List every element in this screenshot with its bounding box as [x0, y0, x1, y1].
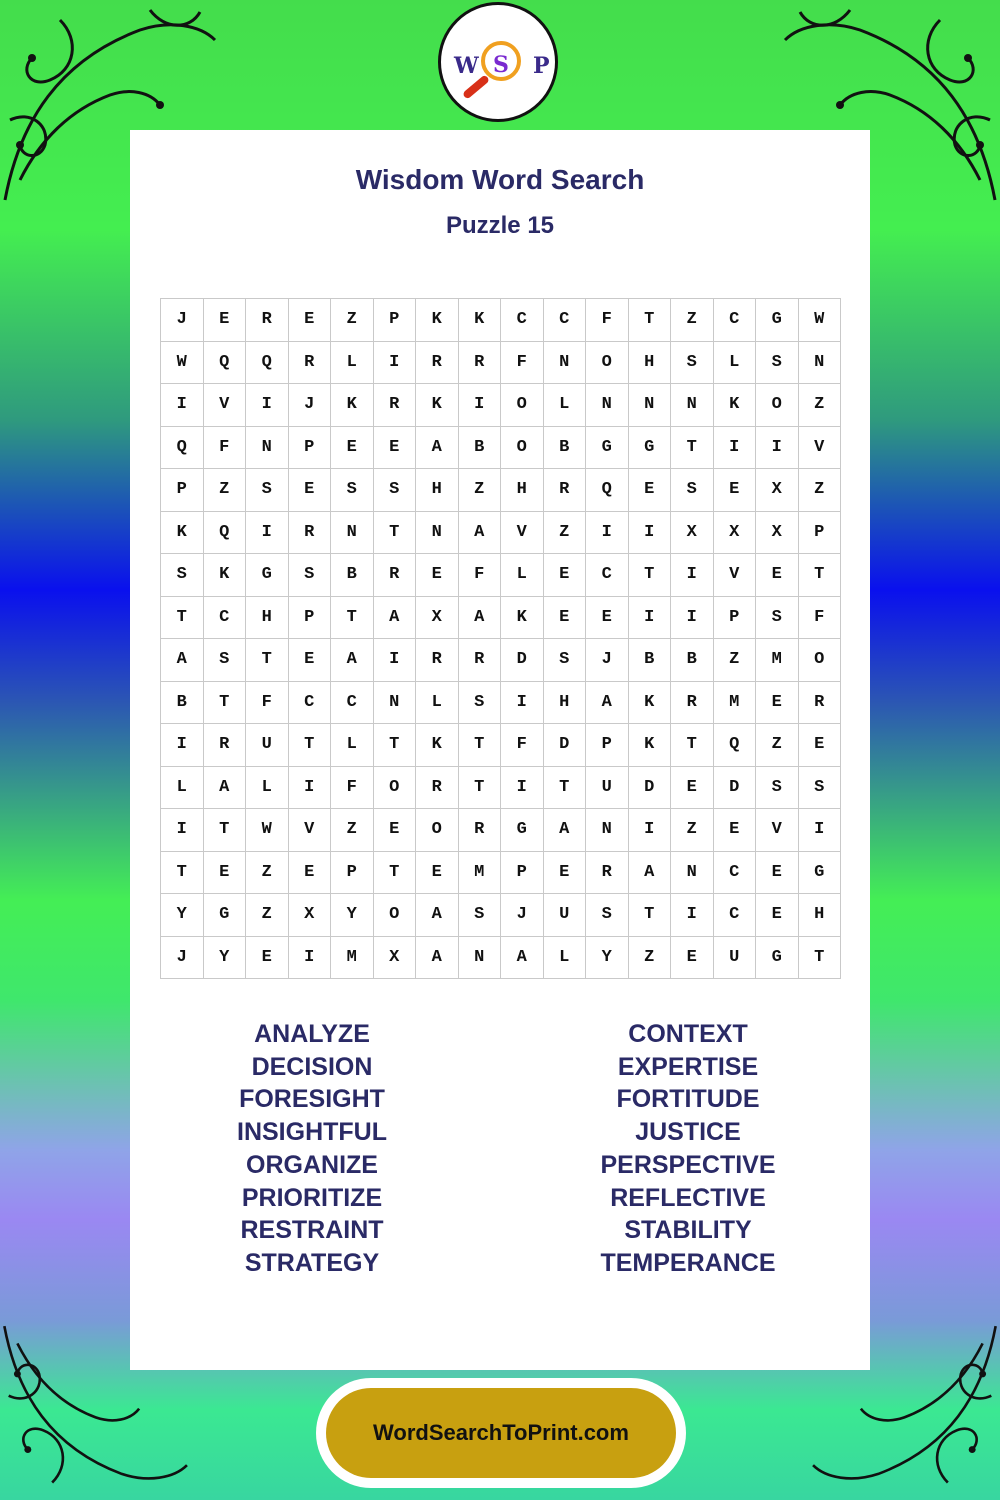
- logo-letter-s: S: [493, 52, 509, 78]
- grid-cell[interactable]: Z: [756, 724, 799, 767]
- grid-cell[interactable]: I: [586, 512, 629, 555]
- word-item: STABILITY: [624, 1216, 752, 1245]
- grid-cell[interactable]: P: [289, 427, 332, 470]
- grid-cell[interactable]: N: [544, 342, 587, 385]
- grid-cell[interactable]: N: [459, 937, 502, 980]
- grid-cell[interactable]: D: [629, 767, 672, 810]
- word-item: PERSPECTIVE: [600, 1150, 776, 1179]
- grid-cell[interactable]: G: [756, 937, 799, 980]
- grid-cell[interactable]: H: [544, 682, 587, 725]
- grid-cell[interactable]: Y: [331, 894, 374, 937]
- word-item: CONTEXT: [628, 1020, 748, 1048]
- grid-cell[interactable]: R: [416, 639, 459, 682]
- grid-cell[interactable]: N: [416, 512, 459, 555]
- grid-cell[interactable]: I: [374, 639, 417, 682]
- grid-cell[interactable]: F: [799, 597, 842, 640]
- grid-cell[interactable]: F: [246, 682, 289, 725]
- grid-cell[interactable]: T: [671, 724, 714, 767]
- grid-cell[interactable]: R: [671, 682, 714, 725]
- grid-cell[interactable]: H: [246, 597, 289, 640]
- word-item: ORGANIZE: [246, 1150, 378, 1179]
- grid-cell[interactable]: D: [544, 724, 587, 767]
- grid-cell[interactable]: C: [586, 554, 629, 597]
- grid-cell[interactable]: W: [161, 342, 204, 385]
- grid-cell[interactable]: B: [544, 427, 587, 470]
- grid-cell[interactable]: L: [161, 767, 204, 810]
- grid-cell[interactable]: G: [586, 427, 629, 470]
- grid-cell[interactable]: A: [501, 937, 544, 980]
- grid-cell[interactable]: F: [586, 299, 629, 342]
- grid-cell[interactable]: Y: [161, 894, 204, 937]
- grid-cell[interactable]: X: [671, 512, 714, 555]
- grid-cell[interactable]: A: [416, 427, 459, 470]
- grid-cell[interactable]: E: [756, 554, 799, 597]
- grid-cell[interactable]: E: [756, 894, 799, 937]
- grid-cell[interactable]: W: [246, 809, 289, 852]
- word-item: INSIGHTFUL: [237, 1118, 387, 1147]
- grid-cell[interactable]: P: [501, 852, 544, 895]
- grid-cell[interactable]: K: [629, 682, 672, 725]
- letter-grid: [160, 298, 841, 979]
- grid-cell[interactable]: H: [416, 469, 459, 512]
- grid-cell[interactable]: G: [756, 299, 799, 342]
- grid-cell[interactable]: I: [246, 512, 289, 555]
- grid-cell[interactable]: U: [246, 724, 289, 767]
- grid-cell[interactable]: O: [586, 342, 629, 385]
- grid-cell[interactable]: O: [416, 809, 459, 852]
- grid-cell[interactable]: V: [799, 427, 842, 470]
- grid-cell[interactable]: S: [756, 597, 799, 640]
- grid-cell[interactable]: R: [246, 299, 289, 342]
- grid-cell[interactable]: E: [331, 427, 374, 470]
- grid-cell[interactable]: A: [204, 767, 247, 810]
- grid-cell[interactable]: X: [289, 894, 332, 937]
- grid-cell[interactable]: K: [416, 384, 459, 427]
- grid-cell[interactable]: P: [714, 597, 757, 640]
- grid-cell[interactable]: E: [544, 554, 587, 597]
- grid-cell[interactable]: S: [374, 469, 417, 512]
- grid-cell[interactable]: J: [586, 639, 629, 682]
- grid-cell[interactable]: L: [331, 724, 374, 767]
- grid-cell[interactable]: J: [161, 937, 204, 980]
- grid-cell[interactable]: L: [714, 342, 757, 385]
- site-link-label: WordSearchToPrint.com: [373, 1420, 629, 1445]
- grid-cell[interactable]: I: [629, 512, 672, 555]
- grid-cell[interactable]: Z: [799, 469, 842, 512]
- word-item: JUSTICE: [635, 1118, 741, 1147]
- grid-cell[interactable]: K: [204, 554, 247, 597]
- grid-cell[interactable]: N: [671, 852, 714, 895]
- grid-cell[interactable]: G: [204, 894, 247, 937]
- word-item: DECISION: [251, 1052, 373, 1081]
- grid-cell[interactable]: O: [374, 894, 417, 937]
- grid-cell[interactable]: Z: [331, 299, 374, 342]
- grid-cell[interactable]: M: [331, 937, 374, 980]
- grid-cell[interactable]: C: [714, 894, 757, 937]
- grid-cell[interactable]: Q: [714, 724, 757, 767]
- grid-cell[interactable]: Q: [246, 342, 289, 385]
- grid-cell[interactable]: J: [501, 894, 544, 937]
- grid-cell[interactable]: R: [374, 384, 417, 427]
- grid-cell[interactable]: E: [544, 597, 587, 640]
- grid-cell[interactable]: G: [629, 427, 672, 470]
- word-item: FORTITUDE: [616, 1085, 760, 1114]
- grid-cell[interactable]: T: [289, 724, 332, 767]
- grid-cell[interactable]: E: [246, 937, 289, 980]
- grid-cell[interactable]: I: [799, 809, 842, 852]
- grid-cell[interactable]: C: [714, 852, 757, 895]
- grid-cell[interactable]: T: [246, 639, 289, 682]
- word-item: FORESIGHT: [239, 1085, 385, 1114]
- grid-cell[interactable]: I: [629, 809, 672, 852]
- grid-cell[interactable]: S: [331, 469, 374, 512]
- grid-cell[interactable]: E: [799, 724, 842, 767]
- grid-cell[interactable]: S: [756, 342, 799, 385]
- grid-cell[interactable]: K: [416, 299, 459, 342]
- grid-cell[interactable]: V: [501, 512, 544, 555]
- grid-cell[interactable]: K: [161, 512, 204, 555]
- grid-cell[interactable]: S: [161, 554, 204, 597]
- logo-letter-p: P: [533, 53, 550, 79]
- grid-cell[interactable]: Z: [714, 639, 757, 682]
- grid-cell[interactable]: R: [459, 342, 502, 385]
- grid-cell[interactable]: F: [459, 554, 502, 597]
- grid-cell[interactable]: R: [416, 342, 459, 385]
- grid-cell[interactable]: X: [756, 512, 799, 555]
- grid-cell[interactable]: N: [586, 809, 629, 852]
- grid-cell[interactable]: I: [161, 384, 204, 427]
- grid-cell[interactable]: P: [331, 852, 374, 895]
- logo-letter-w: W: [454, 53, 479, 79]
- puzzle-card: [130, 130, 870, 1370]
- grid-cell[interactable]: I: [246, 384, 289, 427]
- site-logo[interactable]: [438, 2, 558, 122]
- grid-cell[interactable]: G: [246, 554, 289, 597]
- grid-cell[interactable]: I: [161, 724, 204, 767]
- grid-cell[interactable]: R: [459, 809, 502, 852]
- grid-cell[interactable]: P: [586, 724, 629, 767]
- grid-cell[interactable]: E: [714, 469, 757, 512]
- grid-cell[interactable]: U: [586, 767, 629, 810]
- grid-cell[interactable]: Q: [161, 427, 204, 470]
- grid-cell[interactable]: N: [374, 682, 417, 725]
- word-item: STRATEGY: [244, 1248, 380, 1277]
- grid-cell[interactable]: V: [756, 809, 799, 852]
- grid-cell[interactable]: X: [416, 597, 459, 640]
- grid-cell[interactable]: Y: [586, 937, 629, 980]
- grid-cell[interactable]: A: [544, 809, 587, 852]
- grid-cell[interactable]: A: [161, 639, 204, 682]
- grid-cell[interactable]: E: [289, 639, 332, 682]
- grid-cell[interactable]: S: [671, 342, 714, 385]
- grid-cell[interactable]: N: [629, 384, 672, 427]
- word-item: TEMPERANCE: [600, 1248, 776, 1277]
- grid-cell[interactable]: U: [714, 937, 757, 980]
- grid-cell[interactable]: E: [289, 469, 332, 512]
- grid-cell[interactable]: E: [671, 937, 714, 980]
- grid-cell[interactable]: I: [629, 597, 672, 640]
- grid-cell[interactable]: T: [629, 299, 672, 342]
- grid-cell[interactable]: S: [671, 469, 714, 512]
- grid-cell[interactable]: A: [416, 937, 459, 980]
- grid-cell[interactable]: T: [671, 427, 714, 470]
- grid-cell[interactable]: H: [799, 894, 842, 937]
- grid-cell[interactable]: L: [544, 937, 587, 980]
- grid-cell[interactable]: N: [671, 384, 714, 427]
- grid-cell[interactable]: J: [161, 299, 204, 342]
- grid-cell[interactable]: B: [161, 682, 204, 725]
- grid-cell[interactable]: V: [714, 554, 757, 597]
- grid-cell[interactable]: Z: [671, 299, 714, 342]
- grid-cell[interactable]: I: [374, 342, 417, 385]
- grid-cell[interactable]: R: [544, 469, 587, 512]
- grid-cell[interactable]: I: [501, 767, 544, 810]
- grid-cell[interactable]: E: [289, 852, 332, 895]
- grid-cell[interactable]: I: [671, 597, 714, 640]
- grid-cell[interactable]: T: [629, 554, 672, 597]
- word-list-left: [162, 1018, 462, 1280]
- grid-cell[interactable]: B: [331, 554, 374, 597]
- grid-cell[interactable]: D: [714, 767, 757, 810]
- grid-cell[interactable]: C: [544, 299, 587, 342]
- grid-cell[interactable]: K: [714, 384, 757, 427]
- word-item: EXPERTISE: [617, 1052, 759, 1081]
- grid-cell[interactable]: K: [331, 384, 374, 427]
- grid-cell[interactable]: O: [501, 384, 544, 427]
- grid-cell[interactable]: O: [799, 639, 842, 682]
- grid-cell[interactable]: P: [289, 597, 332, 640]
- grid-cell[interactable]: S: [799, 767, 842, 810]
- grid-cell[interactable]: H: [501, 469, 544, 512]
- grid-cell[interactable]: C: [714, 299, 757, 342]
- grid-cell[interactable]: J: [289, 384, 332, 427]
- grid-cell[interactable]: Y: [204, 937, 247, 980]
- grid-cell[interactable]: F: [204, 427, 247, 470]
- grid-cell[interactable]: Z: [204, 469, 247, 512]
- grid-cell[interactable]: Q: [204, 512, 247, 555]
- grid-cell[interactable]: T: [629, 894, 672, 937]
- grid-cell[interactable]: A: [629, 852, 672, 895]
- grid-cell[interactable]: T: [204, 682, 247, 725]
- grid-cell[interactable]: E: [289, 299, 332, 342]
- grid-cell[interactable]: Q: [586, 469, 629, 512]
- grid-cell[interactable]: F: [501, 724, 544, 767]
- page-title: Wisdom Word Search: [355, 164, 645, 195]
- grid-cell[interactable]: S: [459, 894, 502, 937]
- grid-cell[interactable]: L: [331, 342, 374, 385]
- grid-cell[interactable]: X: [374, 937, 417, 980]
- grid-cell[interactable]: E: [374, 427, 417, 470]
- grid-cell[interactable]: S: [586, 894, 629, 937]
- grid-cell[interactable]: O: [756, 384, 799, 427]
- grid-cell[interactable]: Z: [544, 512, 587, 555]
- grid-cell[interactable]: H: [629, 342, 672, 385]
- grid-cell[interactable]: C: [289, 682, 332, 725]
- grid-cell[interactable]: I: [714, 427, 757, 470]
- grid-cell[interactable]: E: [204, 852, 247, 895]
- grid-cell[interactable]: T: [374, 852, 417, 895]
- grid-cell[interactable]: G: [799, 852, 842, 895]
- grid-cell[interactable]: A: [416, 894, 459, 937]
- grid-cell[interactable]: T: [799, 937, 842, 980]
- grid-cell[interactable]: A: [374, 597, 417, 640]
- grid-cell[interactable]: R: [586, 852, 629, 895]
- grid-cell[interactable]: R: [204, 724, 247, 767]
- grid-cell[interactable]: N: [586, 384, 629, 427]
- grid-cell[interactable]: M: [459, 852, 502, 895]
- word-item: REFLECTIVE: [610, 1183, 766, 1212]
- grid-cell[interactable]: S: [756, 767, 799, 810]
- grid-cell[interactable]: L: [416, 682, 459, 725]
- grid-cell[interactable]: I: [671, 894, 714, 937]
- grid-cell[interactable]: E: [416, 554, 459, 597]
- grid-cell[interactable]: Z: [671, 809, 714, 852]
- grid-cell[interactable]: E: [544, 852, 587, 895]
- grid-cell[interactable]: A: [331, 639, 374, 682]
- grid-cell[interactable]: E: [714, 809, 757, 852]
- grid-cell[interactable]: V: [204, 384, 247, 427]
- grid-cell[interactable]: T: [799, 554, 842, 597]
- grid-cell[interactable]: K: [629, 724, 672, 767]
- grid-cell[interactable]: R: [459, 639, 502, 682]
- grid-cell[interactable]: S: [544, 639, 587, 682]
- word-item: PRIORITIZE: [241, 1183, 383, 1212]
- grid-cell[interactable]: I: [671, 554, 714, 597]
- grid-cell[interactable]: E: [756, 682, 799, 725]
- grid-cell[interactable]: S: [204, 639, 247, 682]
- grid-cell[interactable]: R: [416, 767, 459, 810]
- grid-cell[interactable]: T: [374, 512, 417, 555]
- grid-cell[interactable]: R: [799, 682, 842, 725]
- grid-cell[interactable]: F: [501, 342, 544, 385]
- grid-cell[interactable]: Z: [246, 852, 289, 895]
- grid-cell[interactable]: L: [501, 554, 544, 597]
- grid-cell[interactable]: M: [756, 639, 799, 682]
- grid-cell[interactable]: Z: [459, 469, 502, 512]
- grid-cell[interactable]: E: [756, 852, 799, 895]
- grid-cell[interactable]: N: [331, 512, 374, 555]
- grid-cell[interactable]: T: [161, 852, 204, 895]
- grid-cell[interactable]: L: [246, 767, 289, 810]
- grid-cell[interactable]: T: [331, 597, 374, 640]
- grid-cell[interactable]: Q: [204, 342, 247, 385]
- grid-cell[interactable]: C: [331, 682, 374, 725]
- grid-cell[interactable]: I: [501, 682, 544, 725]
- site-link-button[interactable]: [326, 1388, 676, 1478]
- grid-cell[interactable]: U: [544, 894, 587, 937]
- grid-cell[interactable]: E: [416, 852, 459, 895]
- grid-cell[interactable]: S: [289, 554, 332, 597]
- grid-cell[interactable]: I: [289, 937, 332, 980]
- grid-cell[interactable]: I: [161, 809, 204, 852]
- grid-cell[interactable]: X: [714, 512, 757, 555]
- grid-cell[interactable]: E: [671, 767, 714, 810]
- grid-cell[interactable]: R: [289, 342, 332, 385]
- grid-cell[interactable]: X: [756, 469, 799, 512]
- grid-cell[interactable]: G: [501, 809, 544, 852]
- grid-cell[interactable]: P: [374, 299, 417, 342]
- grid-cell[interactable]: W: [799, 299, 842, 342]
- grid-cell[interactable]: Z: [629, 937, 672, 980]
- grid-cell[interactable]: O: [501, 427, 544, 470]
- grid-cell[interactable]: R: [289, 512, 332, 555]
- grid-cell[interactable]: L: [544, 384, 587, 427]
- grid-cell[interactable]: D: [501, 639, 544, 682]
- puzzle-number: Puzzle 15: [445, 212, 555, 239]
- word-item: ANALYZE: [254, 1020, 370, 1048]
- grid-cell[interactable]: B: [671, 639, 714, 682]
- grid-cell[interactable]: A: [459, 512, 502, 555]
- grid-cell[interactable]: T: [204, 809, 247, 852]
- grid-cell[interactable]: P: [799, 512, 842, 555]
- grid-cell[interactable]: O: [374, 767, 417, 810]
- grid-cell[interactable]: R: [374, 554, 417, 597]
- grid-cell[interactable]: N: [799, 342, 842, 385]
- grid-cell[interactable]: C: [501, 299, 544, 342]
- grid-cell[interactable]: E: [586, 597, 629, 640]
- grid-cell[interactable]: T: [459, 724, 502, 767]
- grid-cell[interactable]: N: [246, 427, 289, 470]
- grid-cell[interactable]: K: [501, 597, 544, 640]
- grid-cell[interactable]: K: [459, 299, 502, 342]
- grid-cell[interactable]: T: [374, 724, 417, 767]
- grid-cell[interactable]: Z: [799, 384, 842, 427]
- grid-cell[interactable]: V: [289, 809, 332, 852]
- grid-cell[interactable]: I: [459, 384, 502, 427]
- grid-cell[interactable]: Z: [331, 809, 374, 852]
- grid-cell[interactable]: T: [459, 767, 502, 810]
- grid-cell[interactable]: B: [629, 639, 672, 682]
- grid-cell[interactable]: B: [459, 427, 502, 470]
- grid-cell[interactable]: Z: [246, 894, 289, 937]
- word-list-right: [538, 1018, 838, 1280]
- grid-cell[interactable]: T: [544, 767, 587, 810]
- grid-cell[interactable]: I: [289, 767, 332, 810]
- grid-cell[interactable]: A: [459, 597, 502, 640]
- grid-cell[interactable]: K: [416, 724, 459, 767]
- grid-cell[interactable]: A: [586, 682, 629, 725]
- grid-cell[interactable]: M: [714, 682, 757, 725]
- grid-cell[interactable]: E: [629, 469, 672, 512]
- grid-cell[interactable]: E: [204, 299, 247, 342]
- grid-cell[interactable]: S: [246, 469, 289, 512]
- word-item: RESTRAINT: [240, 1216, 384, 1245]
- grid-cell[interactable]: T: [161, 597, 204, 640]
- grid-cell[interactable]: P: [161, 469, 204, 512]
- grid-cell[interactable]: C: [204, 597, 247, 640]
- grid-cell[interactable]: S: [459, 682, 502, 725]
- grid-cell[interactable]: I: [756, 427, 799, 470]
- grid-cell[interactable]: E: [374, 809, 417, 852]
- grid-cell[interactable]: F: [331, 767, 374, 810]
